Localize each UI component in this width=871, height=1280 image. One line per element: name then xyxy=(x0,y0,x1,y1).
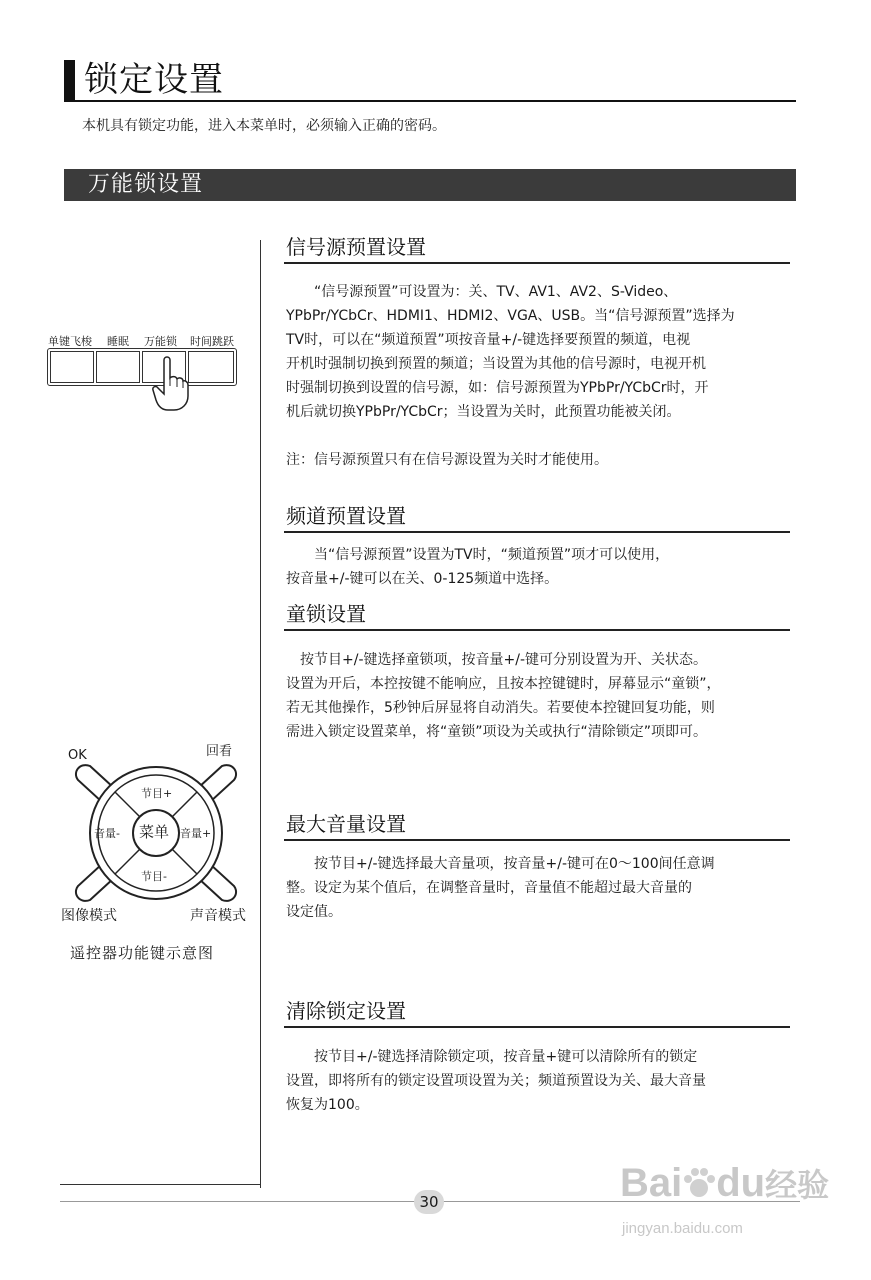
section-rule xyxy=(284,629,790,631)
page-title: 锁定设置 xyxy=(84,60,224,100)
section-rule xyxy=(284,839,790,841)
text-line: 按音量+/-键可以在关、0-125频道中选择。 xyxy=(286,571,559,587)
key-label-timejump: 时间跳跃 xyxy=(190,335,234,348)
intro-text: 本机具有锁定功能，进入本菜单时，必须输入正确的密码。 xyxy=(82,118,446,134)
text-line: 机后就切换YPbPr/YCbCr；当设置为关时，此预置功能被关闭。 xyxy=(286,404,681,420)
ok-label: OK xyxy=(68,748,87,763)
title-rule xyxy=(64,100,796,102)
source-preset-note: 注：信号源预置只有在信号源设置为关时才能使用。 xyxy=(286,452,608,468)
text-line: 整。设定为某个值后，在调整音量时，音量值不能超过最大音量的 xyxy=(286,880,692,896)
remote-caption: 遥控器功能键示意图 xyxy=(70,944,215,962)
section-title-channel-preset: 频道预置设置 xyxy=(286,504,406,528)
watermark-url: jingyan.baidu.com xyxy=(622,1220,743,1237)
section-rule xyxy=(284,531,790,533)
text-line: 当“信号源预置”设置为TV时，“频道预置”项才可以使用， xyxy=(286,547,670,563)
section-body-clear-lock xyxy=(286,1045,826,1117)
key-label-flyback: 单键飞梭 xyxy=(48,335,92,348)
watermark-logo-cn: 经验 xyxy=(765,1166,830,1204)
text-line: 按节目+/-键选择清除锁定项，按音量+键可以清除所有的锁定 xyxy=(286,1049,698,1065)
volume-up-label: 音量+ xyxy=(180,827,212,840)
section-rule xyxy=(284,262,790,264)
text-line: 时强制切换到设置的信号源，如：信号源预置为YPbPr/YCbCr时，开 xyxy=(286,380,709,396)
key-label-sleep: 睡眠 xyxy=(107,335,129,348)
left-bottom-rule xyxy=(60,1184,261,1185)
text-line: 按节目+/-键选择童锁项，按音量+/-键可分别设置为开、关状态。 xyxy=(286,652,707,668)
page-number: 30 xyxy=(419,1193,439,1211)
column-divider xyxy=(260,240,261,1188)
text-line: 恢复为100。 xyxy=(286,1097,369,1113)
baidu-watermark xyxy=(620,1155,829,1213)
program-down-label: 节目- xyxy=(141,870,167,883)
text-line: “信号源预置”可设置为：关、TV、AV1、AV2、S-Video、 xyxy=(286,284,678,300)
sound-mode-label: 声音模式 xyxy=(190,908,246,924)
section-body-child-lock xyxy=(286,648,826,744)
paw-icon xyxy=(682,1159,716,1193)
time-jump-key xyxy=(188,351,234,383)
section-rule xyxy=(284,1026,790,1028)
watermark-logo-text: Bai xyxy=(620,1161,683,1205)
volume-down-label: 音量- xyxy=(94,827,120,840)
text-line: 开机时强制切换到预置的频道；当设置为其他的信号源时，电视开机 xyxy=(286,356,706,372)
text-line: 按节目+/-键选择最大音量项，按音量+/-键可在0～100间任意调 xyxy=(286,856,715,872)
section-body-source-preset xyxy=(286,280,826,424)
watermark-logo-text2: du xyxy=(716,1161,766,1205)
section-banner-title: 万能锁设置 xyxy=(88,172,204,197)
key-label-lock: 万能锁 xyxy=(144,335,177,348)
section-body-channel-preset xyxy=(286,543,826,591)
text-line: 设定值。 xyxy=(286,904,342,920)
flyback-key xyxy=(50,351,94,383)
section-title-max-volume: 最大音量设置 xyxy=(286,812,406,836)
text-line: YPbPr/YCbCr、HDMI1、HDMI2、VGA、USB。当“信号源预置”选择为 xyxy=(286,308,735,324)
sleep-key xyxy=(96,351,140,383)
text-line: 需进入锁定设置菜单，将“童锁”项设为关或执行“清除锁定”项即可。 xyxy=(286,724,708,740)
picture-mode-label: 图像模式 xyxy=(61,908,117,924)
pointing-hand-icon xyxy=(150,356,190,412)
program-up-label: 节目+ xyxy=(141,787,173,800)
section-title-child-lock: 童锁设置 xyxy=(286,602,366,626)
section-title-source-preset: 信号源预置设置 xyxy=(286,235,426,259)
text-line: 设置，即将所有的锁定设置项设置为关；频道预置设为关、最大音量 xyxy=(286,1073,706,1089)
title-marker xyxy=(64,60,75,102)
menu-label: 菜单 xyxy=(139,823,170,841)
text-line: 设置为开后，本控按键不能响应，且按本控键键时，屏幕显示“童锁”， xyxy=(286,676,721,692)
section-body-max-volume xyxy=(286,852,826,924)
section-title-clear-lock: 清除锁定设置 xyxy=(286,999,406,1023)
text-line: 若无其他操作，5秒钟后屏显将自动消失。若要使本控键回复功能，则 xyxy=(286,700,715,716)
text-line: TV时，可以在“频道预置”项按音量+/-键选择要预置的频道，电视 xyxy=(286,332,691,348)
back-label: 回看 xyxy=(206,744,233,759)
